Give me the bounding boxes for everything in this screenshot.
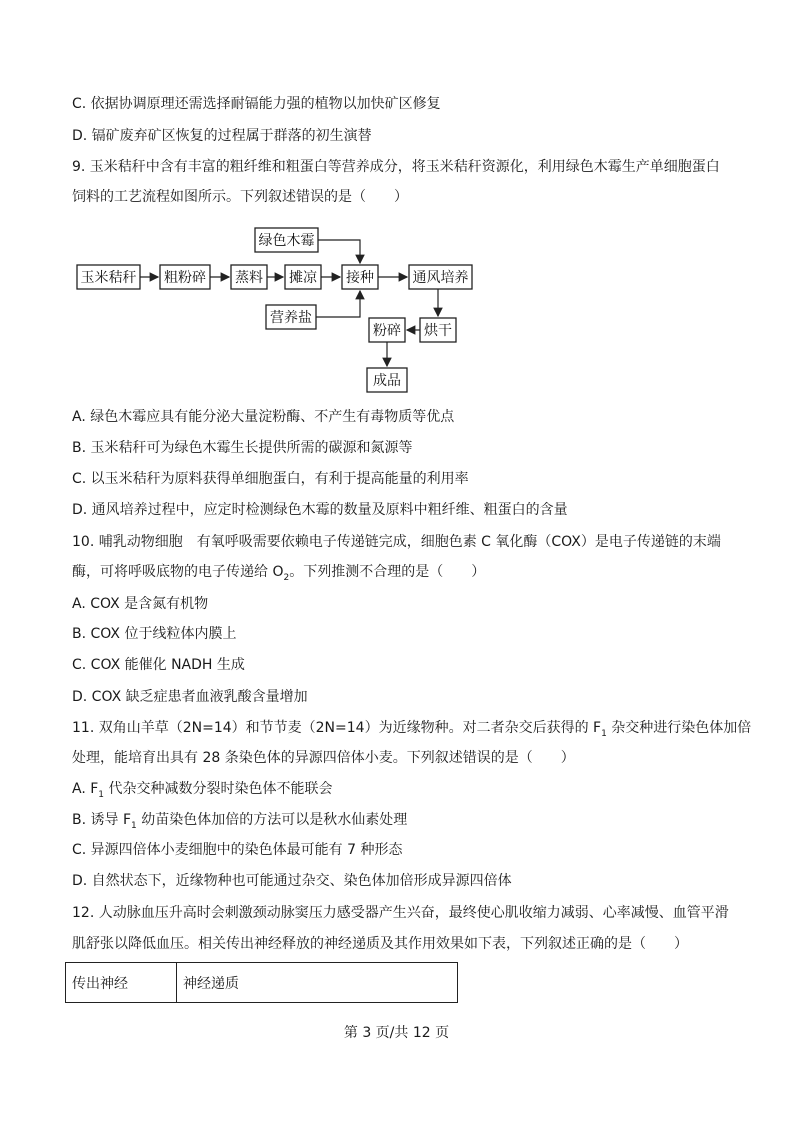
q11-stem-line2: 处理，能培育出具有 28 条染色体的异源四倍体小麦。下列叙述错误的是（ ） bbox=[72, 750, 575, 766]
flow-node-corn-stalk bbox=[77, 265, 140, 289]
flow-node-cool bbox=[285, 265, 321, 289]
svg-text:烘干: 烘干 bbox=[424, 323, 452, 339]
flow-node-coarse-crush bbox=[160, 265, 210, 289]
flow-node-nutrient-salt bbox=[266, 305, 316, 329]
q10-stem-line2: 酶，可将呼吸底物的电子传递给 $O_2$。下列推测不合理的是（ ） bbox=[72, 564, 486, 583]
q11-option-a: A. $F_1$ 代杂交种减数分裂时染色体不能联会 bbox=[72, 781, 333, 800]
q9-option-d: D. 通风培养过程中，应定时检测绿色木霉的数量及原料中粗纤维、粗蛋白的含量 bbox=[72, 502, 568, 518]
svg-text:通风培养: 通风培养 bbox=[412, 270, 469, 286]
svg-text:玉米秸秆: 玉米秸秆 bbox=[80, 270, 137, 286]
q10-option-c: C. COX 能催化 NADH 生成 bbox=[72, 657, 245, 673]
q11-option-b: B. 诱导 $F_1$ 幼苗染色体加倍的方法可以是秋水仙素处理 bbox=[72, 812, 408, 831]
neurotransmitter-table bbox=[65, 962, 458, 1003]
page-footer: 第 3 页/共 12 页 bbox=[343, 1025, 450, 1041]
flow-node-steam bbox=[231, 265, 267, 289]
flow-node-inoculate bbox=[342, 265, 378, 289]
q9-stem-line2: 饲料的工艺流程如图所示。下列叙述错误的是（ ） bbox=[72, 189, 408, 205]
q8-option-c: C. 依据协调原理还需选择耐镉能力强的植物以加快矿区修复 bbox=[72, 96, 441, 112]
svg-text:蒸料: 蒸料 bbox=[235, 270, 263, 286]
q11-option-d: D. 自然状态下，近缘物种也可能通过杂交、染色体加倍形成异源四倍体 bbox=[72, 873, 512, 889]
q9-option-a: A. 绿色木霉应具有能分泌大量淀粉酶、不产生有毒物质等优点 bbox=[72, 409, 455, 425]
q11-stem-line1: 11. 双角山羊草（2N=14）和节节麦（2N=14）为近缘物种。对二者杂交后获得的 $F_1$ 杂交种进行染色体加倍 bbox=[72, 720, 752, 739]
flow-node-crush bbox=[369, 318, 405, 342]
table-header-cell: 传出神经 bbox=[66, 963, 177, 1003]
q8-option-d: D. 镉矿废弃矿区恢复的过程属于群落的初生演替 bbox=[72, 128, 372, 144]
q9-option-b: B. 玉米秸秆可为绿色木霉生长提供所需的碳源和氮源等 bbox=[72, 440, 413, 456]
svg-text:接种: 接种 bbox=[346, 270, 374, 286]
table-row bbox=[66, 963, 458, 1003]
q11-option-c: C. 异源四倍体小麦细胞中的染色体最可能有 7 种形态 bbox=[72, 842, 403, 858]
flow-node-dry bbox=[420, 318, 456, 342]
flow-node-trichoderma bbox=[255, 228, 318, 252]
table-header-cell: 神经递质 bbox=[177, 963, 458, 1003]
svg-text:粉碎: 粉碎 bbox=[373, 323, 401, 339]
q10-option-a: A. COX 是含氮有机物 bbox=[72, 596, 209, 612]
svg-text:摊凉: 摊凉 bbox=[289, 270, 317, 286]
q10-option-b: B. COX 位于线粒体内膜上 bbox=[72, 626, 237, 642]
flow-node-aerated-culture bbox=[409, 265, 472, 289]
q12-stem-line1: 12. 人动脉血压升高时会刺激颈动脉窦压力感受器产生兴奋，最终使心肌收缩力减弱、心率减慢、血管平滑 bbox=[72, 905, 729, 921]
svg-text:粗粉碎: 粗粉碎 bbox=[164, 270, 206, 286]
q9-stem-line1: 9. 玉米秸秆中含有丰富的粗纤维和粗蛋白等营养成分，将玉米秸秆资源化，利用绿色木霉生产单细胞蛋白 bbox=[72, 159, 720, 175]
svg-text:成品: 成品 bbox=[373, 373, 401, 389]
q10-option-d: D. COX 缺乏症患者血液乳酸含量增加 bbox=[72, 689, 308, 705]
flow-node-product bbox=[367, 368, 407, 392]
q9-option-c: C. 以玉米秸秆为原料获得单细胞蛋白，有利于提高能量的利用率 bbox=[72, 471, 469, 487]
q10-stem-line1: 10. 哺乳动物细胞 有氧呼吸需要依赖电子传递链完成，细胞色素 C 氧化酶（COX）是电子传递链的末端 bbox=[72, 534, 721, 550]
q12-stem-line2: 肌舒张以降低血压。相关传出神经释放的神经递质及其作用效果如下表，下列叙述正确的是（ ） bbox=[72, 936, 688, 952]
svg-text:绿色木霉: 绿色木霉 bbox=[258, 233, 315, 249]
svg-text:营养盐: 营养盐 bbox=[270, 310, 312, 326]
